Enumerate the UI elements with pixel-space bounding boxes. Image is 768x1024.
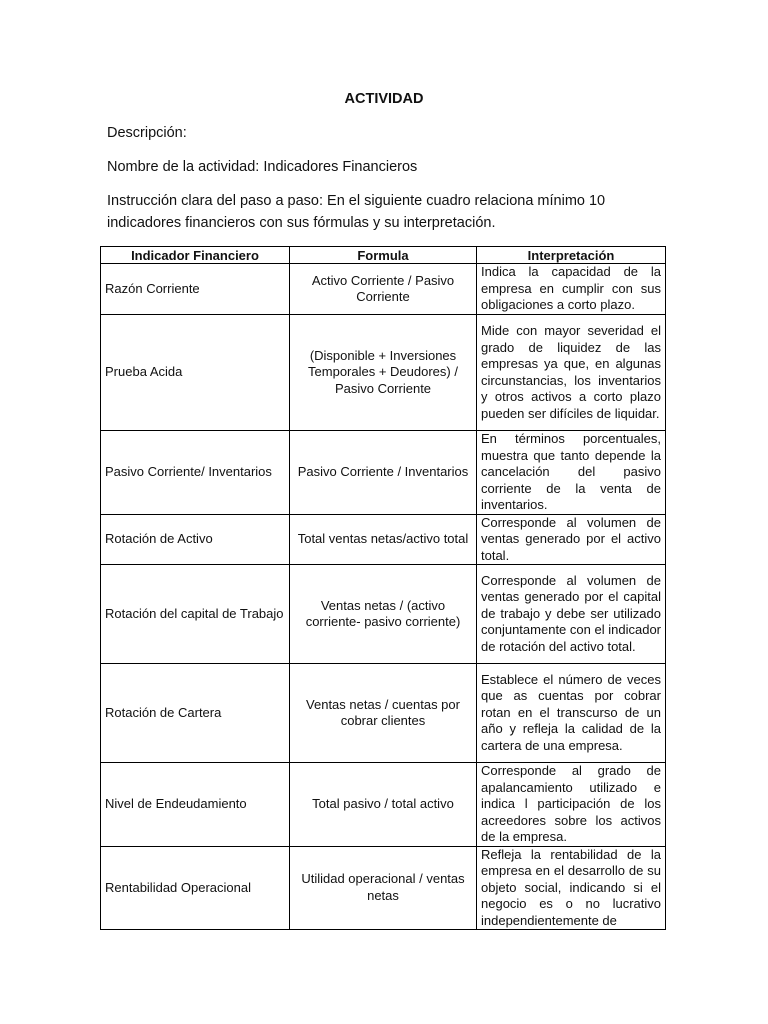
formula-cell: Ventas netas / (activo corriente- pasivo corriente) xyxy=(290,565,477,664)
indicator-cell: Prueba Acida xyxy=(101,315,290,431)
formula-cell: (Disponible + Inversiones Temporales + Deudores) / Pasivo Corriente xyxy=(290,315,477,431)
interpretation-cell: Refleja la rentabilidad de la empresa en el desarrollo de su objeto social, indicando si el negocio es o no lucrativo independientemente de xyxy=(477,846,666,930)
formula-cell: Activo Corriente / Pasivo Corriente xyxy=(290,264,477,315)
header-indicator: Indicador Financiero xyxy=(101,247,290,264)
interpretation-cell: Indica la capacidad de la empresa en cumplir con sus obligaciones a corto plazo. xyxy=(477,264,666,315)
header-formula: Formula xyxy=(290,247,477,264)
formula-cell: Ventas netas / cuentas por cobrar clientes xyxy=(290,664,477,763)
formula-cell: Total pasivo / total activo xyxy=(290,763,477,847)
indicator-cell: Rotación del capital de Trabajo xyxy=(101,565,290,664)
table-row xyxy=(101,264,666,315)
table-row xyxy=(101,431,666,515)
interpretation-cell: En términos porcentuales, muestra que tanto depende la cancelación del pasivo corriente de la venta de inventarios. xyxy=(477,431,666,515)
table-row xyxy=(101,514,666,565)
interpretation-cell: Corresponde al grado de apalancamiento utilizado e indica l participación de los acreedores sobre los activos de la empresa. xyxy=(477,763,666,847)
indicators-table xyxy=(100,246,666,930)
indicator-cell: Nivel de Endeudamiento xyxy=(101,763,290,847)
interpretation-cell: Mide con mayor severidad el grado de liquidez de las empresas ya que, en algunas circunstancias, los inventarios y otros activos a corto plazo pueden ser difíciles de liquidar. xyxy=(477,315,666,431)
table-header-row xyxy=(101,247,666,264)
table-row xyxy=(101,664,666,763)
interpretation-cell: Establece el número de veces que as cuentas por cobrar rotan en el transcurso de un año y refleja la calidad de la cartera de una empresa. xyxy=(477,664,666,763)
table-row xyxy=(101,846,666,930)
document-title: ACTIVIDAD xyxy=(344,91,424,107)
indicator-cell: Rentabilidad Operacional xyxy=(101,846,290,930)
formula-cell: Pasivo Corriente / Inventarios xyxy=(290,431,477,515)
interpretation-cell: Corresponde al volumen de ventas generado por el capital de trabajo y debe ser utilizado conjuntamente con el indicador de rotación del activo total. xyxy=(477,565,666,664)
table-row xyxy=(101,315,666,431)
formula-cell: Utilidad operacional / ventas netas xyxy=(290,846,477,930)
activity-name: Nombre de la actividad: Indicadores Financieros xyxy=(107,159,418,175)
interpretation-cell: Corresponde al volumen de ventas generado por el activo total. xyxy=(477,514,666,565)
table-row xyxy=(101,565,666,664)
indicator-cell: Rotación de Activo xyxy=(101,514,290,565)
indicator-cell: Razón Corriente xyxy=(101,264,290,315)
table-row xyxy=(101,763,666,847)
indicator-cell: Rotación de Cartera xyxy=(101,664,290,763)
indicator-cell: Pasivo Corriente/ Inventarios xyxy=(101,431,290,515)
instruction-text: Instrucción clara del paso a paso: En el siguiente cuadro relaciona mínimo 10 indicadores financieros con sus fórmulas y su interpretación. xyxy=(107,193,606,231)
header-interpretation: Interpretación xyxy=(477,247,666,264)
formula-cell: Total ventas netas/activo total xyxy=(290,514,477,565)
description-label: Descripción: xyxy=(107,125,187,141)
